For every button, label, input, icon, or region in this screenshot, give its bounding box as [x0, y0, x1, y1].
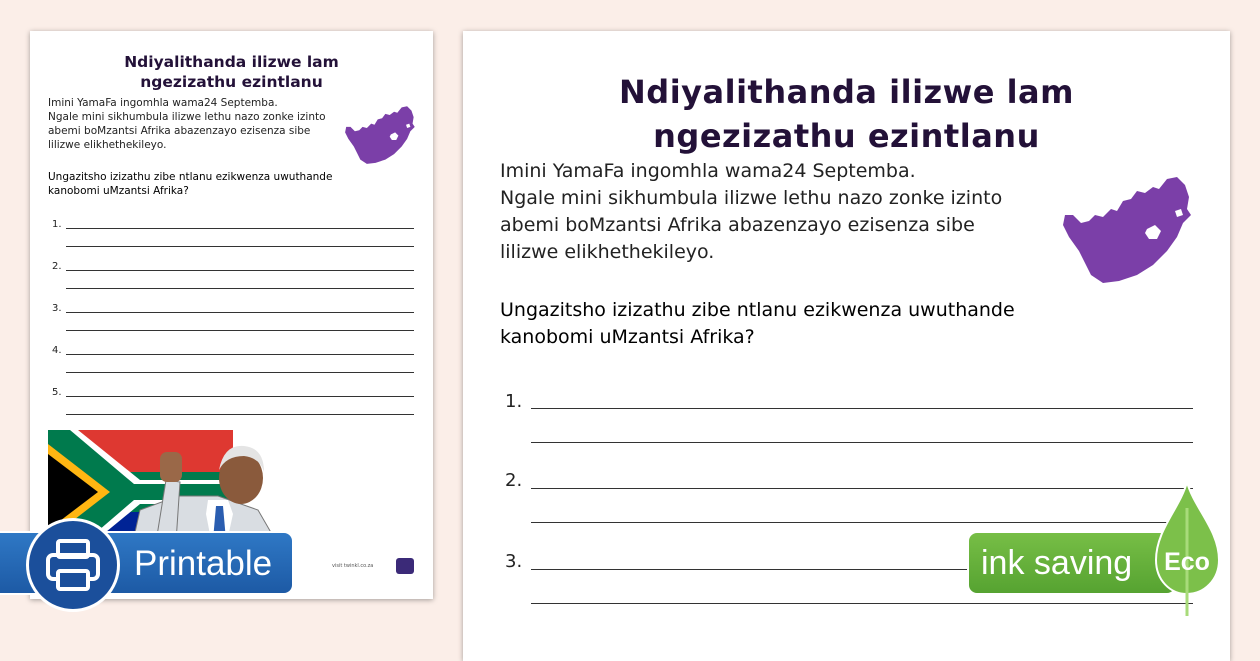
- title-line-2: ngezizathu ezintlanu: [653, 117, 1040, 155]
- answer-line[interactable]: [531, 522, 1193, 523]
- worksheet-thumbnail: [30, 31, 433, 599]
- row-number: 1.: [52, 219, 62, 230]
- answer-line[interactable]: [66, 246, 414, 247]
- answer-line[interactable]: [66, 270, 414, 271]
- intro-line: abemi boMzantsi Afrika abazenzayo ezisenza sibe: [48, 125, 311, 137]
- intro-line: Imini YamaFa ingomhla wama24 Septemba.: [48, 97, 278, 109]
- answer-line[interactable]: [531, 603, 1193, 604]
- intro-line: abemi boMzantsi Afrika abazenzayo ezisenza sibe: [500, 214, 975, 236]
- intro-line: Ngale mini sikhumbula ilizwe lethu nazo zonke izinto: [48, 111, 326, 123]
- worksheet-title-small: [30, 52, 433, 92]
- question-line: Ungazitsho izizathu zibe ntlanu ezikwenza uwuthande: [500, 299, 1015, 321]
- printable-label: Printable: [134, 544, 273, 583]
- question-line: kanobomi uMzantsi Afrika?: [48, 184, 189, 197]
- footer-url[interactable]: visit twinkl.co.za: [332, 563, 374, 569]
- title-line-1: Ndiyalithanda ilizwe lam: [619, 73, 1074, 111]
- south-africa-map-icon: [1059, 171, 1199, 296]
- eco-leaf-icon: [1150, 478, 1225, 618]
- question-paragraph: [500, 297, 1060, 351]
- row-number: 1.: [505, 391, 523, 412]
- printer-icon: [26, 518, 120, 612]
- title-line-1: Ndiyalithanda ilizwe lam: [124, 53, 339, 71]
- row-number: 5.: [52, 387, 62, 398]
- worksheet-title: [463, 70, 1230, 158]
- answer-line[interactable]: [66, 228, 414, 229]
- intro-line: Imini YamaFa ingomhla wama24 Septemba.: [500, 160, 916, 182]
- row-number: 3.: [505, 551, 523, 572]
- question-paragraph-small: [48, 170, 338, 198]
- answer-line[interactable]: [66, 354, 414, 355]
- row-number: 2.: [505, 470, 523, 491]
- answer-line[interactable]: [66, 330, 414, 331]
- answer-line[interactable]: [66, 372, 414, 373]
- answer-line[interactable]: [66, 414, 414, 415]
- question-line: kanobomi uMzantsi Afrika?: [500, 326, 755, 348]
- answer-line[interactable]: [531, 488, 1193, 489]
- answer-line[interactable]: [66, 396, 414, 397]
- ink-saving-banner: [967, 531, 1177, 595]
- intro-paragraph: [500, 158, 1060, 266]
- eco-label: Eco: [1164, 548, 1210, 576]
- twinkl-logo-icon: [396, 558, 414, 574]
- row-number: 3.: [52, 303, 62, 314]
- answer-line[interactable]: [531, 408, 1193, 409]
- intro-line: lilizwe elikhethekileyo.: [48, 139, 167, 151]
- question-line: Ungazitsho izizathu zibe ntlanu ezikwenza uwuthande: [48, 170, 333, 183]
- row-number: 2.: [52, 261, 62, 272]
- intro-line: Ngale mini sikhumbula ilizwe lethu nazo zonke izinto: [500, 187, 1003, 209]
- answer-line[interactable]: [531, 442, 1193, 443]
- title-line-2: ngezizathu ezintlanu: [140, 73, 323, 91]
- row-number: 4.: [52, 345, 62, 356]
- south-africa-map-icon: [342, 103, 420, 171]
- answer-line[interactable]: [66, 288, 414, 289]
- ink-saving-label: ink saving: [981, 544, 1133, 582]
- intro-line: lilizwe elikhethekileyo.: [500, 241, 715, 263]
- answer-line[interactable]: [66, 312, 414, 313]
- intro-paragraph-small: [48, 96, 338, 152]
